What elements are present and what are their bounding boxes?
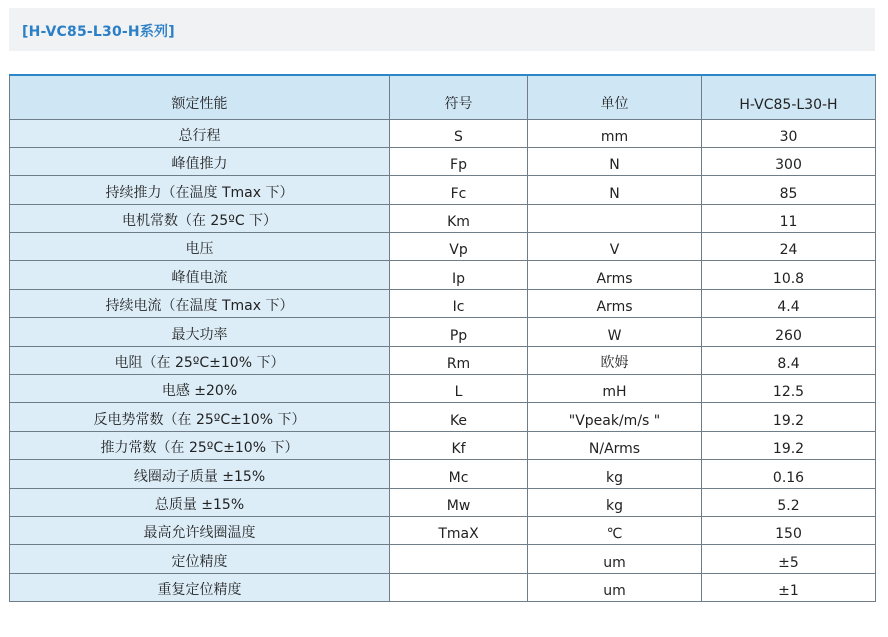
param-name: 峰值电流 <box>10 261 390 289</box>
table-row <box>10 488 876 516</box>
param-name: 重复定位精度 <box>10 573 390 601</box>
param-symbol: S <box>390 119 528 147</box>
param-value: 0.16 <box>702 460 876 488</box>
param-unit: 欧姆 <box>528 346 702 374</box>
param-unit <box>528 204 702 232</box>
param-unit: mH <box>528 375 702 403</box>
table-row <box>10 147 876 175</box>
table-row <box>10 233 876 261</box>
param-value: 19.2 <box>702 403 876 431</box>
param-value: 85 <box>702 176 876 204</box>
table-row <box>10 516 876 544</box>
param-name: 持续电流（在温度 Tmax 下） <box>10 289 390 317</box>
param-unit: um <box>528 545 702 573</box>
table-row <box>10 346 876 374</box>
param-unit: kg <box>528 460 702 488</box>
column-header-symbol: 符号 <box>390 75 528 119</box>
param-unit: N <box>528 147 702 175</box>
param-value: ±5 <box>702 545 876 573</box>
param-unit: um <box>528 573 702 601</box>
table-header-row <box>10 75 876 119</box>
table-row <box>10 318 876 346</box>
param-name: 总行程 <box>10 119 390 147</box>
param-symbol <box>390 545 528 573</box>
param-value: 30 <box>702 119 876 147</box>
param-value: 12.5 <box>702 375 876 403</box>
param-name: 电压 <box>10 233 390 261</box>
param-unit: Arms <box>528 261 702 289</box>
param-value: 10.8 <box>702 261 876 289</box>
param-unit: W <box>528 318 702 346</box>
table-row <box>10 431 876 459</box>
param-value: 5.2 <box>702 488 876 516</box>
table-row <box>10 176 876 204</box>
param-name: 线圈动子质量 ±15% <box>10 460 390 488</box>
param-symbol: Rm <box>390 346 528 374</box>
series-title: [H-VC85-L30-H系列] <box>22 24 175 40</box>
param-name: 定位精度 <box>10 545 390 573</box>
param-unit: V <box>528 233 702 261</box>
param-symbol: Ic <box>390 289 528 317</box>
column-header-parameter: 额定性能 <box>10 75 390 119</box>
param-value: 24 <box>702 233 876 261</box>
param-value: 4.4 <box>702 289 876 317</box>
param-value: 8.4 <box>702 346 876 374</box>
param-name: 持续推力（在温度 Tmax 下） <box>10 176 390 204</box>
param-unit: "Vpeak/m/s " <box>528 403 702 431</box>
column-header-model: H-VC85-L30-H <box>702 75 876 119</box>
param-unit: kg <box>528 488 702 516</box>
table-row <box>10 375 876 403</box>
param-symbol: Kf <box>390 431 528 459</box>
param-value: 150 <box>702 516 876 544</box>
param-unit: ℃ <box>528 516 702 544</box>
param-name: 电感 ±20% <box>10 375 390 403</box>
param-name: 推力常数（在 25ºC±10% 下） <box>10 431 390 459</box>
param-name: 峰值推力 <box>10 147 390 175</box>
param-name: 反电势常数（在 25ºC±10% 下） <box>10 403 390 431</box>
param-unit: N <box>528 176 702 204</box>
table-row <box>10 119 876 147</box>
param-symbol: Ke <box>390 403 528 431</box>
param-name: 总质量 ±15% <box>10 488 390 516</box>
spec-table <box>9 74 876 602</box>
table-row <box>10 460 876 488</box>
table-row <box>10 289 876 317</box>
param-symbol: Fc <box>390 176 528 204</box>
table-row <box>10 545 876 573</box>
param-symbol: TmaX <box>390 516 528 544</box>
param-value: 11 <box>702 204 876 232</box>
table-row <box>10 403 876 431</box>
table-row <box>10 204 876 232</box>
param-unit: mm <box>528 119 702 147</box>
param-symbol: Pp <box>390 318 528 346</box>
param-unit: Arms <box>528 289 702 317</box>
param-name: 电机常数（在 25ºC 下） <box>10 204 390 232</box>
param-symbol: Vp <box>390 233 528 261</box>
param-name: 最大功率 <box>10 318 390 346</box>
param-symbol: Ip <box>390 261 528 289</box>
param-symbol <box>390 573 528 601</box>
series-title-band <box>9 8 875 51</box>
param-value: 19.2 <box>702 431 876 459</box>
column-header-unit: 单位 <box>528 75 702 119</box>
table-row <box>10 573 876 601</box>
param-unit: N/Arms <box>528 431 702 459</box>
table-row <box>10 261 876 289</box>
param-value: 300 <box>702 147 876 175</box>
param-value: ±1 <box>702 573 876 601</box>
param-symbol: L <box>390 375 528 403</box>
param-symbol: Km <box>390 204 528 232</box>
param-symbol: Fp <box>390 147 528 175</box>
param-name: 最高允许线圈温度 <box>10 516 390 544</box>
param-value: 260 <box>702 318 876 346</box>
param-symbol: Mw <box>390 488 528 516</box>
param-name: 电阻（在 25ºC±10% 下） <box>10 346 390 374</box>
param-symbol: Mc <box>390 460 528 488</box>
